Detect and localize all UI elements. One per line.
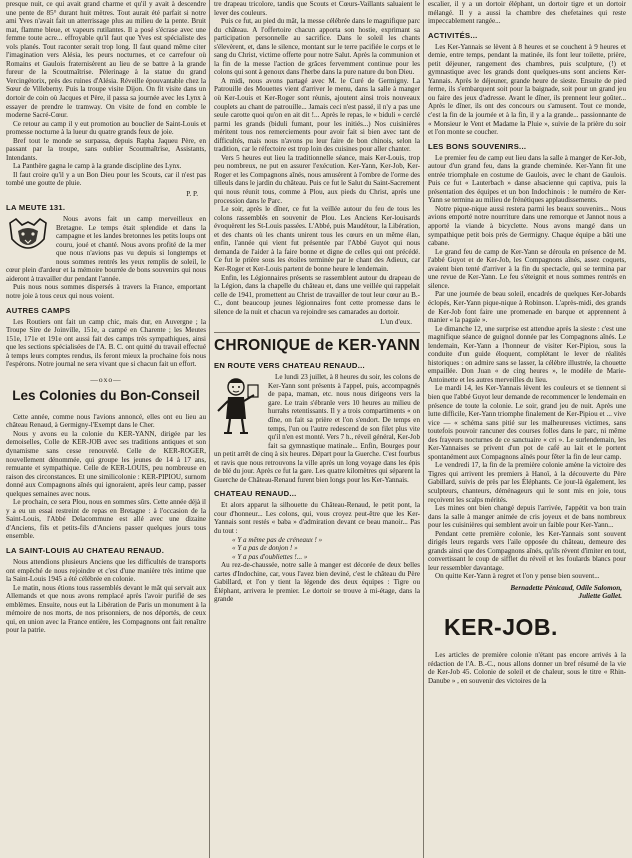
col1-intro — [6, 0, 206, 188]
paragraph: Et alors apparut la silhouette du Château-Renaud, le petit pont, la cour d'honneur... Les colons, qui, vous croyez peut-être que les Ker-Yannais sont restés « baba » d'admiration devant ce beau manoir... Pas du tout : — [214, 501, 420, 535]
paragraph: Les Ker-Yannais se lèvent à 8 heures et se couchent à 9 heures et demie, entre temps, pendant la matinée, ils font leur toilette, prière, petit déjeuner, rangement des chambres, puis sculpture, (!) et gymnastique avec les grands dont quelques-uns sont anciens Ker-Yannais. Après le déjeuner, grande heure de sieste. Ensuite de pied ferme, ils s'embarquent soit pour la baignade, soit pour un grand jeu ou faire des jeux d'adresse. Avant le dîner, ils prennent leur goûter... Après le dîner, ils ont des concours ou s'amusent. Tout ce monde, c'est la fin de la journée et à la fin, il y a la grande... passionnante de « Monsieur le Vent et Madame la Pluie », suivie de la prière du soir et l'on monte se coucher. — [428, 42, 626, 137]
paragraph: Le soir, après le dîner, ce fut la veillée autour du feu de tous les colons rassemblés en souvenir de Plou. Les Anciens Ker-louisards évoquèrent les St-Louis passées. L'Abbé, puis Maudétour, la Libération, et des chants où les chants unirent tous les cœurs en un même élan, enfin, l'année qui vient fut présentée par l'Abbé Guyot qui nous demanda de l'aider à la faire bonne et digne de celles qui ont précédé. Ce fut le prière sous les étoiles terminée par le chant des Adieux, car Ker-Roger et Ker-Louis partent de bonne heure le lendemain. — [214, 205, 420, 273]
wolf-emblem-icon — [6, 217, 50, 262]
quote-line: « Y a même pas de créneaux ! » — [232, 535, 323, 544]
paragraph: Les mines ont bien changé depuis l'arrivée, l'appétit va bon train dans la salle à manger animée de cris joyeux et de bans nombreux pour les cuisinières qui semblent avoir un faible pour Ker-Yann... — [428, 504, 626, 530]
paragraph: Le dimanche 12, une surprise est attendue après la sieste : c'est une magnifique séance de guignol donnée par les Compagnons aînés. Le lendemain, Ker-Yann a l'honneur de visiter Ker-Pipiou, sous la conduite d'un guide éloquent, complétant le lever de réalités historiques : on admire sans se lasser, la célèbre illustrée, la chouette empaillée. Don Juan « de cing heures », le modèle de Marie-Antoinette et les autres merveilles du lieu. — [428, 324, 626, 384]
column-2 — [214, 0, 420, 858]
paragraph: Le vendredi 17, la fin de la première colonie amène la victoire des Tigres qui arrivent les premiers à Hanoï, à la découverte du Père Gabillard, suivis de près par les Éléphants. Ce jour-là également, les sculpteurs, chanteurs, déménageurs qui le sont mis en joie, tous reçoivent les scalps mérités. — [428, 461, 626, 504]
section-title-en-route: EN ROUTE VERS CHATEAU RENAUD... — [214, 361, 365, 371]
paragraph: tre drapeau tricolore, tandis que Scouts et Cœurs-Vaillants saluaient le lever des couleurs. — [214, 0, 420, 17]
separator: —oxo— — [90, 374, 122, 384]
column-1 — [6, 0, 206, 858]
paragraph: Le grand feu de camp de Ker-Yann se déroula en présence de M. l'abbé Guyot et de Ker-Job, les Compagnons aînés, assez coquets, avaient bien tenté d'arriver à la fin du spectacle, qui se termina par une revue de Ker-Yann. Le feu s'éteignit et nous sommes rentrés en silence. — [428, 247, 626, 290]
paragraph: Le mardi 14, les Ker-Yannais lèvent les couleurs et se tiennent si bien que l'abbé Guyot leur demande de recommencer le lendemain en présence de toute la colonie. Le soir, grand jeu de nuit. Après une lutte difficile, Ker-Yann triomphe finalement de Ker-Pipiou et ... vive vice — « schéma sans pitié sur les malheureuses victimes, sans toutefois pouvoir rancuner des courses folles dans le parc, ni même des frayeurs nocturnes de ce sanctuaire « cri ». Le surlendemain, les Ker-Yannaises se privent d'un pot de café au lait et le portent spontanément aux Compagnons aînés pour fêter la fin de leur camp. — [428, 384, 626, 461]
section-title-autres-camps: AUTRES CAMPS — [6, 305, 71, 315]
paragraph: Le matin, nous étions tous rassemblés devant le mât qui servait aux Allemands et que nous avons remplacé après l'avoir purifié de ses emblèmes. Ensuite, nous eut la Libération de Paris un monument à la mémoire de nos morts, de nos prisonniers, de nos déportés, de ceux qui, en union avec la France entière, les Compagnons ont fait renaître pour la patrie. — [6, 583, 206, 635]
divider — [214, 332, 420, 333]
paragraph: Puis nous nous sommes dispersés à travers la France, emportant notre joie à tous ceux qui nous voient. — [6, 283, 206, 300]
paragraph: Le prochain, ce sera Plou, nous en sommes sûrs. Cette année déjà il y a eu un essai restreint de repas en Bretagne : à l'occasion de la Saint-Louis, l'Abbé Delacommune est allé avec une dizaine d'Anciens, fils et petits-fils d'Anciens passer quelques jours tous ensemble. — [6, 498, 206, 541]
paragraph: Cette année, comme nous l'avions annoncé, elles ont eu lieu au château Renaud, à Germigny-l'Exempt dans le Cher. — [6, 412, 206, 430]
paragraph: Nous avons fait un camp merveilleux en Bretagne. Le temps était splendide et dans la campagne et les landes bretonnes les petits loups ont couru, joué et chanté. Nous avons profité de la mer que nous n'avions pas vu depuis si longtemps et nous sommes rentrés les yeux remplis de soleil, le cœur plein d'ardeur et la mémoire bourrée de bons souvenirs qui nous aideront à travailler dur pendant l'année. — [6, 215, 206, 283]
paragraph: Les Routiers ont fait un camp chic, mais dur, en Auvergne ; la Troupe Sire de Joinville, 151e, a campé en Charente ; les Meutes 151e, 171e et 191e ont aussi fait des camps très sympathiques, ainsi que les sections spécialisées de l'A. B. C. ont quitté du travail effectué à temps leurs comptes rendus, ils feront mieux la prochaine fois nous l'espérons. Notre journal ne sera vivant que si chacun fait un effort. — [6, 317, 206, 369]
paragraph: Notre pique-nique aussi restera parmi les beaux souvenirs... Nous avions emporté notre nourriture dans une remorque et Jannot nous a apporté la viande à bicyclette. Nous avons mangé dans un sympathique petit bois près de Germigny. Chaque équipe a bâti une cabane. — [428, 204, 626, 248]
section-title-meute: LA MEUTE 131. — [6, 203, 66, 213]
paragraph: A midi, nous avons partagé avec M. le Curé de Germigny. La Patrouille des Mouettes vient d'arriver le menu, dans la salle à manger où Ker-Louis et Ker-Roger sont réunis, ajoutent ainsi trois nouveaux couplets au chant de patrouille... Jamais ceci n'est passé, il n'y a pas une seule carotte quoi qu'on en ait dit !... Après le repas, le « biduli » cerclé parmi les grands (biduli fumant, pour les initiés...) Nos cuisinières méritent tous nos remerciements pour avoir fait si bien avec tant de difficultés, mais nous n'avons pu leur faire de bon chinois, selon la tradition, car le réfectoire est trop loin des cuisines pour aller chanter. — [214, 76, 420, 154]
paragraph: Il faut croire qu'il y a un Bon Dieu pour les Scouts, car il n'est pas tombé une goutte de pluie. — [6, 170, 206, 188]
section-title-chateau-renaud: CHATEAU RENAUD... — [214, 489, 297, 499]
signature-lun-deux: L'un d'eux. — [380, 318, 412, 327]
signature-authors: Bernadette Pénicaud, Odile Salomon, Juliette Gallet. — [510, 584, 622, 600]
paragraph: Pendant cette première colonie, les Ker-Yannais sont souvent dirigés leurs regards vers l'aile opposée du château, demeure des grands ainsi que des Compagnons aînés, qu'ils révent d'imiter en tout, convertissant le coup de sifflet du réveil et les foulards blancs pour leur ressembler davantage. — [428, 529, 626, 572]
paragraph: Les articles de première colonie n'étant pas encore arrivés à la rédaction de l'A. B.-C., nous allons donner un bref résumé de la vie de Ker-Job 45. Colonie de soleil et de chaleur, sous le titre « Rhin-Danube » , en souvenir des victoires de la — [428, 651, 626, 685]
section-title-saint-louis: LA SAINT-LOUIS AU CHATEAU RENAUD. — [6, 545, 165, 555]
section-title-activites: ACTIVITÉS... — [428, 30, 478, 40]
paragraph: Enfin, les Légionnaires présents se rassemblent autour du drapeau de la Légion, dans la chapelle du château et, dans une veillée qui rappelait celle de 1941, promettent au Christ de travailler de tout leur cœur au B.-C., dont beaucoup jeunes légionnaires font cette promesse dans le silence de la nuit et chacun va rejoindre ses camarades au dortoir. — [214, 273, 420, 316]
child-traveler-illustration-icon — [214, 375, 262, 444]
paragraph: On quitte Ker-Yann à regret et l'on y pense bien souvent... — [435, 572, 600, 581]
signature-pp: P. P. — [186, 190, 198, 199]
paragraph: Ce retour au camp il y eut promotion au bouclier de Saint-Louis et promesse nocturne à la lueur du quatre grands feux de joie. — [6, 119, 206, 137]
paragraph: Vers 5 heures eut lieu la traditionnelle séance, mais Ker-Louis, trop peu nombreux, ne put en assurer l'exécution. Ker-Yann, Ker-Job, Ker-Roger et les Compagnons aînés, nous amusèrent à l'ombre de l'orme des tilleuls dans le jardin du château. Puis ce fut le Salut du Saint-Sacrement qui nous réunit tous, comme à Plou, aux pieds du Christ, après une procession dans le Parc. — [214, 153, 420, 205]
paragraph: Le premier feu de camp eut lieu dans la salle à manger de Ker-Job, autour d'un grand feu, dans la grande cheminée. Ker-Yann fit une entrée triomphale en costume de Gaulois, avec le chant de Gaulois. Puis ce fut « Lauterbach » danse alsacienne qui captiva, puis la présentation des équipes et un bon Indochinois : le numéro de Ker-Yann se termina au milieu de frénétiques applaudissements. — [428, 153, 626, 205]
paragraph: Bref tout le monde se surpassa, depuis Rapha Jaqueu Père, en passant par la troupe, sans oublier Scoutmaîtrise, Assistants, Intendants. — [6, 136, 206, 162]
paragraph: Par une journée de beau soleil, encadrés de quelques Ker-Jobards éclopés, Ker-Yann pique-nique à Robinson. L'après-midi, des grands de Ker-Job font faire une promenade en barque et apprennent à manier « la pagaie ». — [428, 290, 626, 325]
paragraph: Le lundi 23 juillet, à 8 heures du soir, les colons de Ker-Yann sont présents à l'appel, puis, accompagnés de papa, maman, etc. nous nous dirigeons vers la gare. Le train s'ébranle vers 10 heures au milieu de hurrahs retentissants. Il y a trois compartiments « on dîne, on fait sa prière et l'on s'endort. De temps en temps, l'un ou l'autre redescend de son filet plus vite qu'il n'en est monté. Vers 7 h., réveil général, Ker-Job fait sa gymnastique matinale... Enfin, Bourges pour un petit arrêt de cinq à six heures. Départ pour la Guerche. C'est fourbus et ravis que nous retrouvons la ville après un long voyage dans les épis de blé du jour. Après ce fut la gare. Les quatre kilomètres qui séparent la Guerche de Château-Renaud furent bien longs pour les Ker-Yannais. — [214, 373, 420, 484]
paragraph: La Panthère gagna le camp à la grande discipline des Lynx. — [13, 162, 182, 171]
article-title-ker-job: KER-JOB. — [444, 614, 558, 640]
article-title-chronique: CHRONIQUE de KER-YANN — [214, 337, 420, 355]
section-title-bons-souvenirs: LES BONS SOUVENIRS... — [428, 141, 527, 151]
paragraph: presque nuit, ce qui avait grand charme et qu'il y avait à descendre une pente de 85° durant huit mètres. Tout aurait été parfait si notre ami Yves n'avait fait un atterrissage plus au milieu de la pente. Bruit mat, flamme bleue, et vapeurs rutilantes. Il a posé s'écrase avec une femme toute acre... effroyable qu'il faut que Yves est spécialiste des vols planés. Tout raconter serait trop long. Il faut quand même citer l'imagination vers Alésia, les peurs nocturnes, et ce carrefour où Romains et Gaulois fraternisèrent au lieu de se battre à la grande fureur de la Scoutmaîtrise. Pèlerinage à la statue du grand Vercingétorix, près des ruines d'Alésia. Réveille épouvantable chez la Sœur de Villeberny. Puis la troupe visite Dijon. On fit visite dans un dortoir de coin où Jacques et Père, il passa sa journée avec les Lynx à essayer de prendre le tramway. On visite de fond en comble le moderne Sacré-Cœur. — [6, 0, 206, 120]
paragraph: Puis ce fut, au pied du mât, la messe célébrée dans le magnifique parc du château. A l'offertoire chacun apporta son hostie, exprimant sa participation personnelle au sacrifice. Dans le soleil les chants s'élevèrent, et, dans le silence, montant sur le terre pacifiée le corps et le sang du Christ, victime offerte pour notre Salut. Après la communion et la fin de la messe l'action de grâces fervemment continue pour les colons qui sont à genoux dans l'herbe dans la pure nature du bon Dieu. — [214, 17, 420, 77]
paragraph: Nous y avons eu la colonie du KER-YANN, dirigée par les demoiselles, Colle de KER-JOB avec ses traditions antiques et son dynamisme sans cesse renouvelé. Celle de KER-ROGER, nouvellement dénommée, qui groupe les jeunes de 14 à 17 ans, remuante et sympathique. Celle de KER-LOUIS, peu nombreuse en raison des circonstances. Et une similicolonie : KER-PIPIOU, surnom donné aux Compagnons aînés qui ignoraient, après leur camp, passer quelques semaines avec nous. — [6, 429, 206, 498]
column-3 — [428, 0, 626, 858]
paragraph: Au rez-de-chaussée, notre salle à manger est décorée de deux belles cartes d'Indochine, car, vous l'avez bien deviné, c'est le château du Père Gabillard, et l'on y tient la légende des deux équipes : Tigre ou Éléphant, arrivera le premier. Le dortoir se trouve à mi-étage, dans la grande — [214, 561, 420, 604]
quote-line: « Y a pas d'oubliettes !... » — [232, 552, 308, 561]
quote-line: « Y a pas de donjon ! » — [232, 544, 298, 553]
paragraph: Nous attendions plusieurs Anciens que les difficultés de transports ont empêché de nous rejoindre et c'est d'une manière très intime que la Saint-Louis 1945 a été célébrée en colonie. — [6, 557, 206, 584]
paragraph: escalier, il y a un dortoir éléphant, un dortoir tigre et un dortoir mélangé. Il y a aussi la chambre des chefetaines qui reste impeccablement rangée... — [428, 0, 626, 26]
column-rule — [209, 0, 210, 858]
column-rule — [423, 0, 424, 858]
article-title-colonies: Les Colonies du Bon-Conseil — [12, 387, 200, 403]
